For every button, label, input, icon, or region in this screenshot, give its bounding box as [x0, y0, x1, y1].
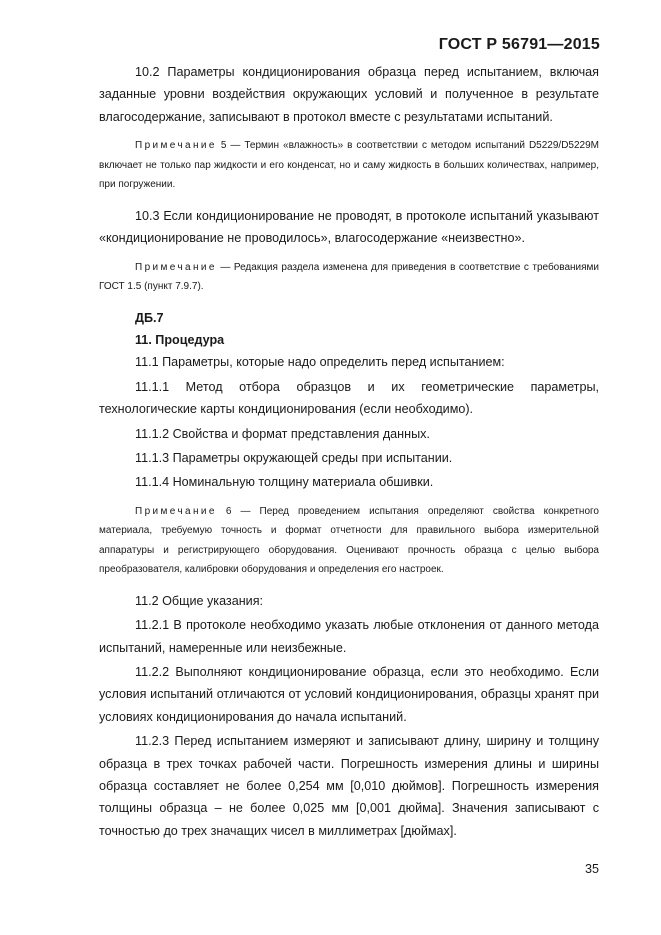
note-label: Примечание [135, 505, 217, 517]
paragraph-11-2-2: 11.2.2 Выполняют кондиционирование образца, если это необходимо. Если условия испытаний отличаются от условий кондиционирования, образцы хранят при условиях кондиционирования до начала испытаний. [99, 665, 599, 724]
paragraph-11-1-1: 11.1.1 Метод отбора образцов и их геометрические параметры, технологические карты кондиционирования (если необходимо). [99, 379, 599, 417]
section-heading-11: 11. Процедура [135, 332, 225, 347]
note-label: Примечание [135, 140, 217, 152]
paragraph-11-1-4: 11.1.4 Номинальную толщину материала обшивки. [135, 475, 434, 490]
paragraph-11-2: 11.2 Общие указания: [135, 593, 264, 608]
note-6 [99, 502, 599, 580]
paragraph-11-1-3: 11.1.3 Параметры окружающей среды при испытании. [135, 450, 453, 465]
paragraph-11-2-1: 11.2.1 В протоколе необходимо указать любые отклонения от данного метода испытаний, намеренные или неизбежные. [99, 618, 599, 655]
note-text: — Редакция раздела изменена для приведения в соответствие с требованиями ГОСТ 1.5 (пункт 7.9.7). [99, 261, 599, 293]
note-5 [99, 136, 599, 195]
note-text: 6 — Перед проведением испытания определяют свойства конкретного материала, требуемую точность и формат отчетности для правильного выбора измерительной аппаратуры и регистрирующего оборудования. Оценивают прочность образца с целью выбора преобразователя, калибровки оборудования и определения его настроек. [99, 505, 599, 576]
paragraph-11-1: 11.1 Параметры, которые надо определить перед испытанием: [135, 355, 505, 370]
page-number: 35 [584, 862, 599, 876]
note-label: Примечание [135, 261, 217, 273]
paragraph-11-2-3: 11.2.3 Перед испытанием измеряют и записывают длину, ширину и толщину образца в трех точках рабочей части. Погрешность измерения длины и ширины образца составляет не более 0,254 мм [0,010 дюймов]. Погрешность измерения толщины образца – не более 0,025 мм [0,001 дюйма]. Значения записывают с точностью до трех значащих чисел в миллиметрах [дюймах]. [99, 734, 599, 838]
paragraph-10-3: 10.3 Если кондиционирование не проводят, в протоколе испытаний указывают «кондиционирование не проводилось», влагосодержание «неизвестно». [99, 208, 599, 246]
note-text: 5 — Термин «влажность» в соответствии с методом испытаний D5229/D5229M включает не только пар жидкости и его конденсат, но и саму жидкость в больших количествах, например, при погружении. [99, 140, 600, 191]
page-body [99, 61, 599, 842]
paragraph-10-2: 10.2 Параметры кондиционирования образца перед испытанием, включая заданные уровни воздействия окружающих условий и полученное в результате влагосодержание, записывают в протокол вместе с результатами испытаний. [99, 65, 599, 124]
paragraph-11-1-2: 11.1.2 Свойства и формат представления данных. [135, 426, 430, 441]
document-header: ГОСТ Р 56791—2015 [438, 36, 600, 53]
section-heading-db7: ДБ.7 [135, 310, 164, 325]
note-edition [99, 258, 599, 297]
